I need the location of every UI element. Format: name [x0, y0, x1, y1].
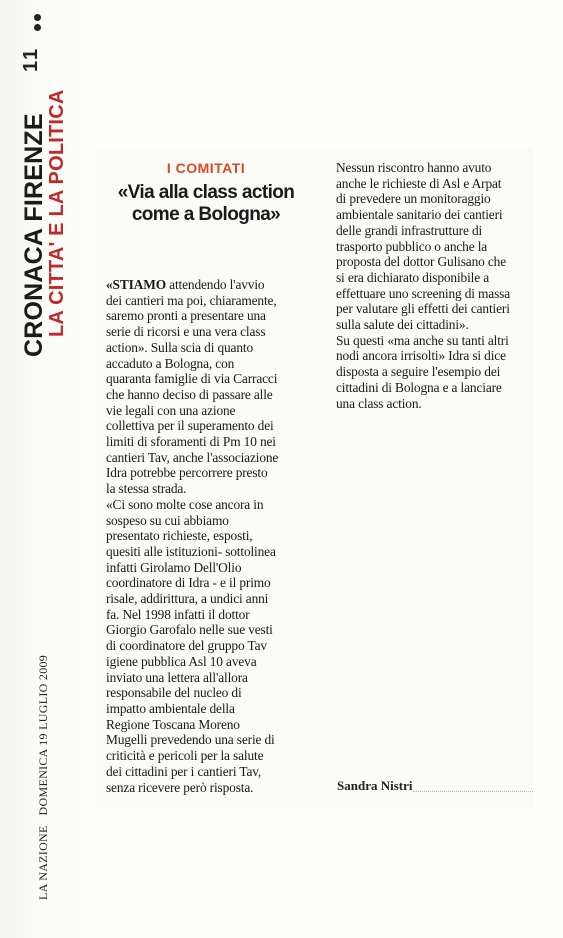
masthead-date: LA NAZIONE DOMENICA 19 LUGLIO 2009: [36, 654, 50, 900]
page-dots-icon: [30, 14, 44, 34]
article-lead-word: «STIAMO: [106, 277, 166, 292]
section-subtitle: LA CITTA' E LA POLITICA: [46, 89, 68, 337]
article-left-column: [106, 160, 306, 795]
page-number: 11: [20, 46, 42, 72]
article-headline: «Via alla class action come a Bologna»: [117, 182, 295, 225]
article-kicker: I COMITATI: [166, 160, 246, 176]
article-body-left: [106, 277, 306, 795]
section-strip: [0, 0, 78, 938]
article-byline: Sandra Nistri: [337, 778, 413, 793]
article-right-column: [336, 160, 534, 411]
article-left-text: attendendo l'avvio dei cantieri ma poi, chiaramente, saremo pronti a presentare una serie di ricorsi e una vera class action». Sulla scia di quanto accaduto a Bologna, con quaranta famiglie di via Carracci che hanno deciso di passare alle vie legali con una azione collettiva per il superamento dei limiti di sforamenti di Pm 10 nei cantieri Tav, anche l'associazione Idra potrebbe percorrere presto la stessa strada. «Ci sono molte cose ancora in sospeso su cui abbiamo presentato richieste, esposti, quesiti alle istituzioni- sottolinea infatti Girolamo Dell'Olio coordinatore di Idra - e il primo risale, addirittura, a undici anni fa. Nel 1998 infatti il dottor Giorgio Garofalo nelle sue vesti di coordinatore del gruppo Tav igiene pubblica Asl 10 aveva inviato una lettera all'allora responsabile del nucleo di impatto ambientale della Regione Toscana Moreno Mugelli prevedendo una serie di criticità e pericoli per la salute dei cittadini per i cantieri Tav, senza ricevere però risposta.: [106, 277, 279, 795]
byline-rule: [413, 789, 533, 792]
section-title: CRONACA FIRENZE: [20, 113, 48, 357]
article-body-right: Nessun riscontro hanno avuto anche le richieste di Asl e Arpat di prevedere un monitoraggio ambientale sanitario dei cantieri delle grandi infrastrutture di trasporto pubblico o anche la proposta del dottor Gulisano che si era dichiarato disponibile a effettuare uno screening di massa per valutare gli effetti dei cantieri sulla salute dei cittadini». Su questi «ma anche su tanti altri nodi ancora irrisolti» Idra si dice disposta a seguire l'esempio dei cittadini di Bologna e a lanciare una class action.: [336, 160, 511, 411]
